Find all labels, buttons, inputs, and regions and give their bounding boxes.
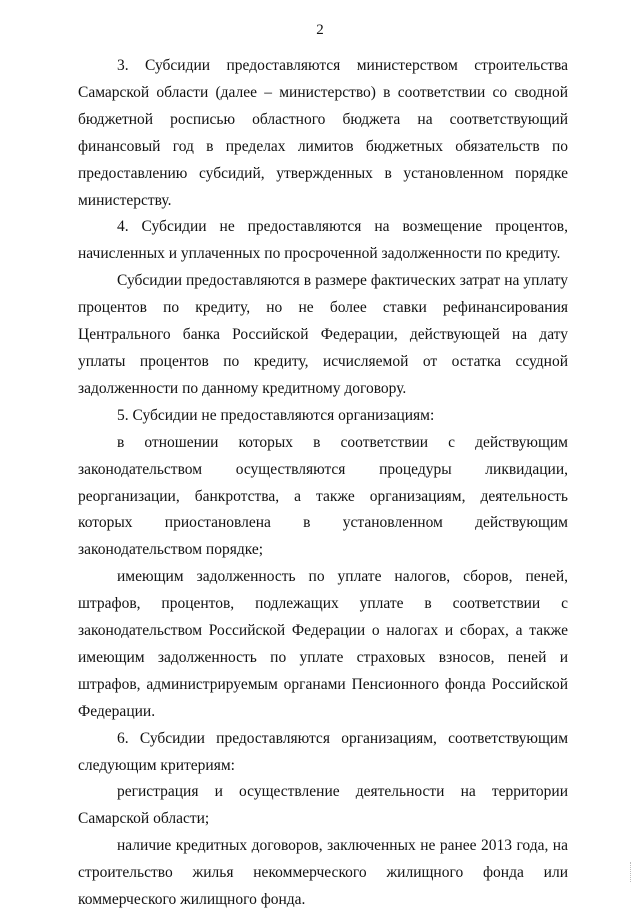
paragraph-3-funding-source: 3. Субсидии предоставляются министерством строительства Самарской области (далее – министерство) в соответствии со сводной бюджетной росписью областного бюджета на соответствующий финансовый год в пределах лимитов бюджетных обязательств по предоставлению субсидий, утвержденных в установленном порядке министерству. — [78, 57, 568, 209]
paragraph-criterion-credit-agreements: наличие кредитных договоров, заключенных не ранее 2013 года, на строительство жилья некоммерческого жилищного фонда или коммерческого жилищного фонда. — [78, 837, 568, 909]
scan-artifact — [630, 862, 634, 882]
paragraph-6-criteria: 6. Субсидии предоставляются организациям, соответствующим следующим критериям: — [78, 729, 568, 774]
paragraph-4-overdue-interest: 4. Субсидии не предоставляются на возмещение процентов, начисленных и уплаченных по просроченной задолженности по кредиту. — [78, 218, 568, 263]
document-body — [78, 53, 568, 914]
paragraph-5-exclusions: 5. Субсидии не предоставляются организациям: — [117, 406, 435, 424]
paragraph-subsidy-amount: Субсидии предоставляются в размере фактических затрат на уплату процентов по кредиту, но не более ставки рефинансирования Центрального банка Российской Федерации, действующей на дату уплаты процентов по кредиту, исчисляемой от остатка ссудной задолженности по данному кредитному договору. — [78, 272, 568, 397]
paragraph-exclusion-liquidation: в отношении которых в соответствии с действующим законодательством осуществляются процедуры ликвидации, реорганизации, банкротства, а также организациям, деятельность которых приостановлена в установленном действующим законодательством порядке; — [78, 433, 568, 559]
page-number: 2 — [316, 22, 324, 38]
paragraph-criterion-registration: регистрация и осуществление деятельности на территории Самарской области; — [78, 783, 568, 828]
paragraph-exclusion-tax-debt: имеющим задолженность по уплате налогов, сборов, пеней, штрафов, процентов, подлежащих уплате в соответствии с законодательством Российской Федерации о налогах и сборах, а также имеющим задолженность по уплате страховых взносов, пеней и штрафов, администрируемым органами Пенсионного фонда Российской Федерации. — [78, 568, 568, 720]
